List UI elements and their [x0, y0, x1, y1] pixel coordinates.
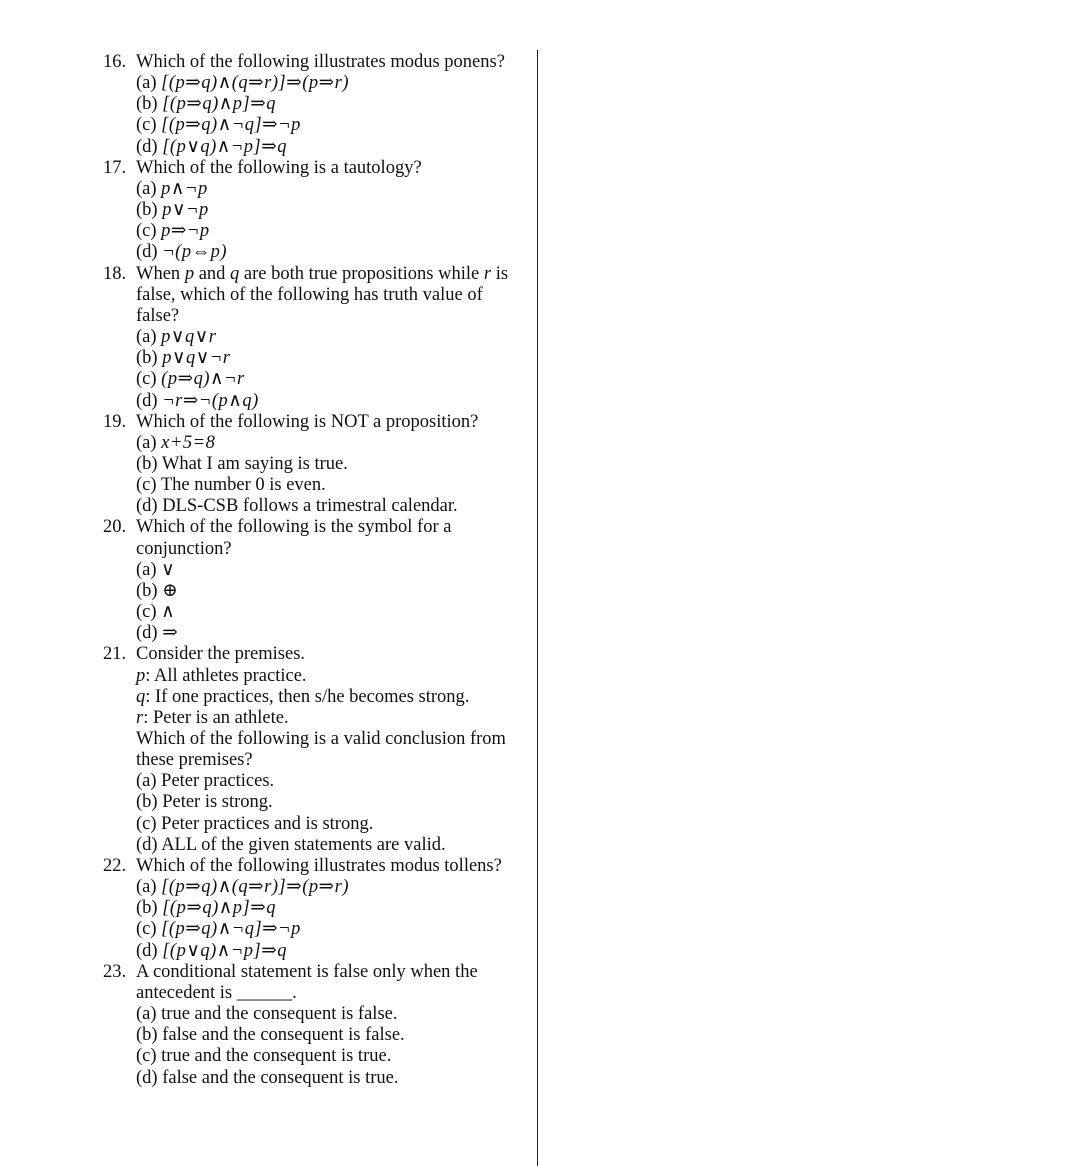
- column-divider: [537, 50, 538, 1166]
- symbol: ⊕: [162, 580, 179, 601]
- question-number: 19.: [103, 411, 127, 432]
- option-b[interactable]: (b) p∨¬p: [136, 200, 209, 221]
- question-list: [103, 52, 528, 1089]
- question-20: [103, 517, 528, 644]
- question-text: A conditional statement is false only when the antecedent is ______.: [136, 961, 478, 1003]
- option-text: true and the consequent is true.: [161, 1046, 392, 1067]
- option-c[interactable]: (c) Peter practices and is strong.: [136, 813, 374, 834]
- option-a[interactable]: (a) [(p⇒q)∧(q⇒r)]⇒(p⇒r): [136, 877, 349, 898]
- formula: [(p∨q)∧¬p]⇒q: [162, 940, 287, 961]
- option-b[interactable]: (b) What I am saying is true.: [136, 453, 348, 474]
- option-b[interactable]: (b) [(p⇒q)∧p]⇒q: [136, 898, 276, 919]
- option-d[interactable]: (d) ALL of the given statements are valid.: [136, 834, 446, 855]
- question-number: 21.: [103, 644, 127, 665]
- option-c[interactable]: (c) true and the consequent is true.: [136, 1046, 392, 1067]
- variable: r: [483, 263, 492, 284]
- formula: [(p⇒q)∧¬q]⇒¬p: [161, 115, 301, 136]
- option-c[interactable]: (c) ∧: [136, 602, 176, 623]
- option-text: ALL of the given statements are valid.: [161, 834, 446, 855]
- formula: p∨q∨¬r: [162, 348, 231, 369]
- question-number: 23.: [103, 961, 127, 982]
- question-number: 20.: [103, 517, 127, 538]
- question-number: 18.: [103, 263, 127, 284]
- option-d[interactable]: (d) [(p∨q)∧¬p]⇒q: [136, 940, 287, 961]
- option-c[interactable]: (c) The number 0 is even.: [136, 475, 326, 496]
- question-17: [103, 158, 528, 264]
- option-a[interactable]: (a) ∨: [136, 559, 176, 580]
- premise-q: q: If one practices, then s/he becomes strong.: [136, 686, 470, 707]
- option-d[interactable]: (d) ¬r⇒¬(p∧q): [136, 390, 259, 411]
- option-c[interactable]: (c) [(p⇒q)∧¬q]⇒¬p: [136, 919, 301, 940]
- option-text: What I am saying is true.: [161, 453, 348, 474]
- question-19: [103, 412, 528, 518]
- option-c[interactable]: (c) [(p⇒q)∧¬q]⇒¬p: [136, 115, 301, 136]
- formula: (p⇒q)∧¬r: [161, 369, 245, 390]
- option-b[interactable]: (b) Peter is strong.: [136, 792, 273, 813]
- premise-r: r: Peter is an athlete.: [136, 707, 289, 728]
- formula: p⇒¬p: [161, 221, 210, 242]
- formula: p∧¬p: [161, 178, 208, 199]
- question-prompt: Which of the following is a valid conclusion from these premises?: [136, 729, 506, 771]
- formula: [(p∨q)∧¬p]⇒q: [162, 136, 287, 157]
- option-a[interactable]: (a) true and the consequent is false.: [136, 1004, 398, 1025]
- option-text: The number 0 is even.: [160, 475, 326, 496]
- question-text: Which of the following is the symbol for a conjunction?: [136, 517, 452, 559]
- formula: [(p⇒q)∧(q⇒r)]⇒(p⇒r): [161, 877, 349, 898]
- question-number: 17.: [103, 157, 127, 178]
- formula: [(p⇒q)∧p]⇒q: [162, 94, 276, 115]
- option-b[interactable]: (b) ⊕: [136, 580, 179, 601]
- option-text: DLS-CSB follows a trimestral calendar.: [162, 496, 458, 517]
- symbol: ∨: [161, 559, 176, 580]
- formula: [(p⇒q)∧p]⇒q: [162, 898, 276, 919]
- option-a[interactable]: (a) x+5=8: [136, 432, 216, 453]
- option-b[interactable]: (b) false and the consequent is false.: [136, 1025, 405, 1046]
- option-text: Peter practices and is strong.: [161, 813, 374, 834]
- question-number: 16.: [103, 52, 127, 72]
- variable: p: [184, 263, 195, 284]
- option-text: Peter is strong.: [162, 792, 273, 813]
- question-text: Which of the following illustrates modus tollens?: [136, 855, 502, 876]
- question-16: [103, 52, 528, 158]
- question-23: [103, 962, 528, 1089]
- question-text: When p and q are both true propositions while r is false, which of the following has truth value of false?: [136, 263, 509, 326]
- option-d[interactable]: (d) [(p∨q)∧¬p]⇒q: [136, 136, 287, 157]
- variable: q: [230, 263, 240, 284]
- option-text: false and the consequent is true.: [162, 1067, 399, 1088]
- option-text: false and the consequent is false.: [162, 1025, 405, 1046]
- option-a[interactable]: (a) [(p⇒q)∧(q⇒r)]⇒(p⇒r): [136, 73, 349, 94]
- question-text: Which of the following is NOT a proposition?: [136, 411, 479, 432]
- formula: [(p⇒q)∧¬q]⇒¬p: [161, 919, 301, 940]
- symbol: ⇒: [162, 623, 179, 644]
- option-text: true and the consequent is false.: [161, 1004, 398, 1025]
- premise-p: p: All athletes practice.: [136, 665, 307, 686]
- question-21: [103, 644, 528, 856]
- option-a[interactable]: (a) p∨q∨r: [136, 327, 217, 348]
- formula: [(p⇒q)∧(q⇒r)]⇒(p⇒r): [161, 73, 349, 94]
- option-d[interactable]: (d) ⇒: [136, 623, 179, 644]
- option-b[interactable]: (b) p∨q∨¬r: [136, 348, 231, 369]
- option-c[interactable]: (c) (p⇒q)∧¬r: [136, 369, 245, 390]
- symbol: ∧: [161, 602, 176, 623]
- formula: ¬(p⇔p): [162, 242, 228, 263]
- option-b[interactable]: (b) [(p⇒q)∧p]⇒q: [136, 94, 276, 115]
- question-text: Consider the premises.: [136, 644, 306, 665]
- option-a[interactable]: (a) p∧¬p: [136, 178, 208, 199]
- question-22: [103, 856, 528, 962]
- option-d[interactable]: (d) ¬(p⇔p): [136, 242, 228, 263]
- question-text: Which of the following illustrates modus ponens?: [136, 52, 505, 72]
- option-a[interactable]: (a) Peter practices.: [136, 771, 275, 792]
- formula: x+5=8: [161, 432, 216, 453]
- option-d[interactable]: (d) false and the consequent is true.: [136, 1067, 399, 1088]
- option-c[interactable]: (c) p⇒¬p: [136, 221, 210, 242]
- formula: p∨q∨r: [161, 327, 217, 348]
- question-18: [103, 264, 528, 412]
- formula: p∨¬p: [162, 200, 209, 221]
- option-text: Peter practices.: [161, 771, 275, 792]
- question-number: 22.: [103, 855, 127, 876]
- formula: ¬r⇒¬(p∧q): [162, 390, 259, 411]
- question-text: Which of the following is a tautology?: [136, 157, 422, 178]
- option-d[interactable]: (d) DLS-CSB follows a trimestral calendar.: [136, 496, 458, 517]
